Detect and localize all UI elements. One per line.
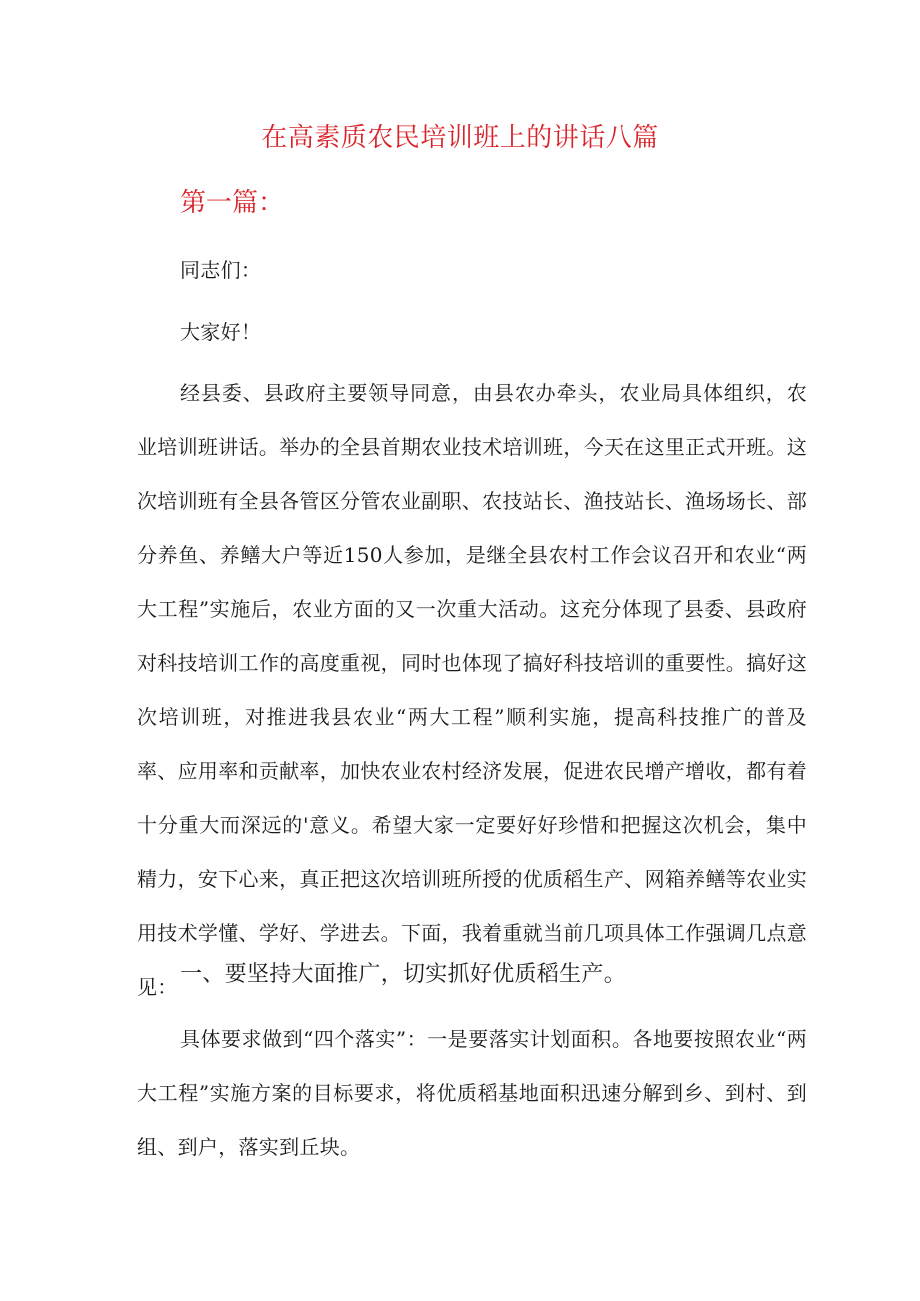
salutation-line: 同志们：	[180, 258, 262, 282]
body-paragraph-1: 经县委、县政府主要领导同意，由县农办牵头，农业局具体组织，农业培训班讲话。举办的全县首期农业技术培训班，今天在这里正式开班。这次培训班有全县各管区分管农业副职、农技站长、渔技站长、渔场场长、部分养鱼、养鳝大户等近150人参加，是继全县农村工作会议召开和农业“两大工程”实施后，农业方面的又一次重大活动。这充分体现了县委、县政府对科技培训工作的高度重视，同时也体现了搞好科技培训的重要性。搞好这次培训班，对推进我县农业“两大工程”顺利实施，提高科技推广的普及率、应用率和贡献率，加快农业农村经济发展，促进农民增产增收，都有着十分重大而深远的'意义。希望大家一定要好好珍惜和把握这次机会，集中精力，安下心来，真正把这次培训班所授的优质稻生产、网箱养鳝等农业实用技术学懂、学好、学进去。下面，我着重就当前几项具体工作强调几点意见：	[137, 381, 807, 999]
document-title: 在高素质农民培训班上的讲话八篇	[261, 123, 659, 153]
subheading-1: 一、要坚持大面推广，切实抓好优质稻生产。	[180, 962, 627, 987]
body-paragraph-2: 具体要求做到“四个落实”：一是要落实计划面积。各地要按照农业“两大工程”实施方案的目标要求，将优质稻基地面积迅速分解到乡、到村、到组、到户，落实到丘块。	[137, 1027, 807, 1159]
greeting-line: 大家好！	[180, 320, 262, 344]
section-heading: 第一篇：	[180, 188, 285, 218]
